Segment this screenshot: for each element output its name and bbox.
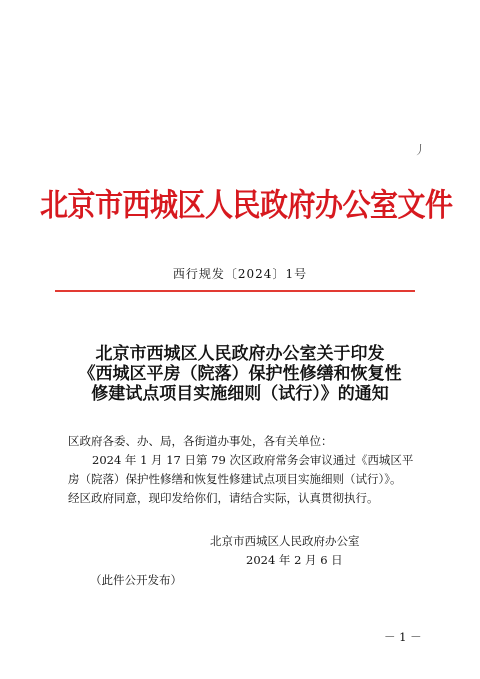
document-body [68,432,418,508]
issuer-block [210,532,410,570]
title-line-2: 《西城区平房（院落）保护性修缮和恢复性 [78,364,402,384]
title-line-1: 北京市西城区人民政府办公室关于印发 [95,344,385,364]
publication-note: （此件公开发布） [90,573,182,587]
page-number: － 1 － [384,630,422,644]
red-header-title: 北京市西城区人民政府办公室文件 [40,186,453,224]
body-line-1: 2024 年 1 月 17 日第 79 次区政府常务会审议通过《西城区平 [92,453,414,467]
document-number: 西行规发〔2024〕1号 [172,267,308,281]
recipients-line: 区政府各委、办、局，各街道办事处，各有关单位： [68,434,333,448]
red-divider-line [55,290,415,292]
document-title [48,344,432,404]
body-line-3: 经区政府同意，现印发给你们，请结合实际，认真贯彻执行。 [68,491,379,505]
body-line-2: 房（院落）保护性修缮和恢复性修建试点项目实施细则（试行）》。 [68,472,402,486]
issuer-name: 北京市西城区人民政府办公室 [210,534,360,548]
corner-mark: 丿 [414,143,427,157]
title-line-3: 修建试点项目实施细则（试行）》的通知 [91,384,389,404]
issue-date: 2024 年 2 月 6 日 [246,553,343,567]
